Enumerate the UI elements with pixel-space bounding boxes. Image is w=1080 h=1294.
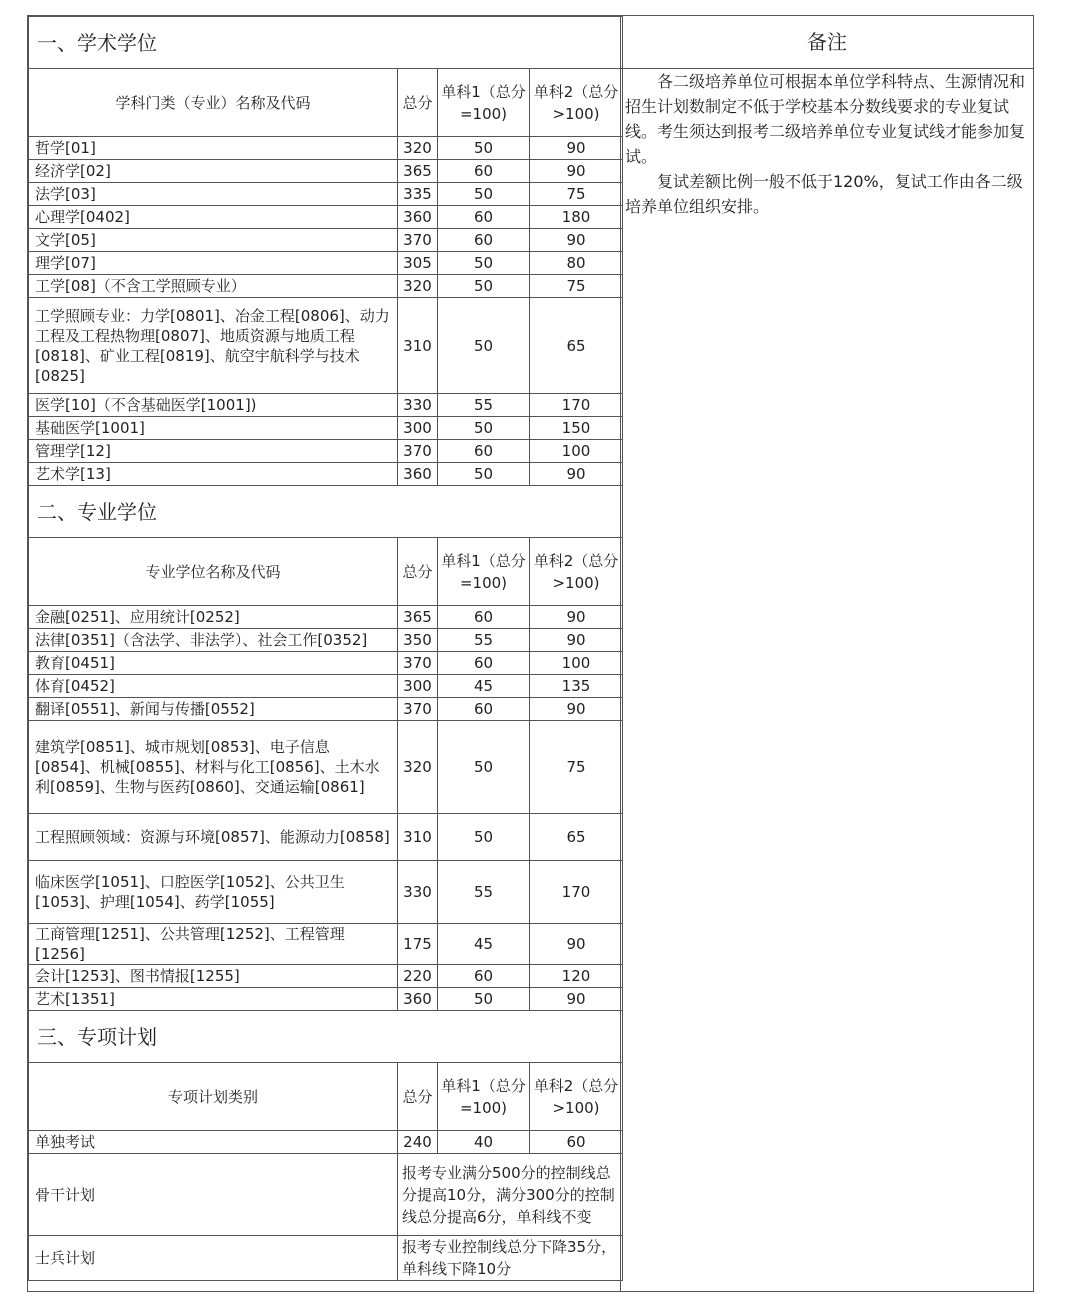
subject1-score: 50: [438, 814, 530, 861]
table-row: [29, 1154, 623, 1236]
table-row: [29, 861, 623, 924]
subject1-score: 55: [438, 394, 530, 417]
table-row: [29, 675, 623, 698]
table-row: [29, 924, 623, 965]
table-row: [29, 275, 623, 298]
subject2-score: 150: [530, 417, 623, 440]
subject1-score: 60: [438, 440, 530, 463]
total-score: 330: [398, 861, 438, 924]
program-name: 教育[0451]: [29, 652, 398, 675]
table-row: [29, 721, 623, 814]
program-name: 工程照顾领域：资源与环境[0857]、能源动力[0858]: [29, 814, 398, 861]
table-row: [29, 1236, 623, 1281]
academic-subject1-header: 单科1（总分=100): [438, 69, 530, 137]
total-score: 365: [398, 606, 438, 629]
subject1-score: 60: [438, 606, 530, 629]
program-name: 艺术[1351]: [29, 988, 398, 1011]
subject1-score: 55: [438, 861, 530, 924]
subject2-score: 90: [530, 629, 623, 652]
special-subject2-header: 单科2（总分>100): [530, 1063, 623, 1131]
academic-section-title: 一、学术学位: [29, 17, 623, 69]
subject1-score: 50: [438, 252, 530, 275]
notes-column: [620, 16, 1033, 1291]
total-score: 320: [398, 721, 438, 814]
subject2-score: 65: [530, 298, 623, 394]
program-name: 工商管理[1251]、公共管理[1252]、工程管理[1256]: [29, 924, 398, 965]
subject2-score: 100: [530, 440, 623, 463]
subject2-score: 180: [530, 206, 623, 229]
program-name: 工学[08]（不含工学照顾专业）: [29, 275, 398, 298]
program-name: 理学[07]: [29, 252, 398, 275]
subject2-score: 75: [530, 275, 623, 298]
program-name: 艺术学[13]: [29, 463, 398, 486]
table-row: [29, 1131, 623, 1154]
subject2-score: 90: [530, 988, 623, 1011]
subject2-score: 90: [530, 160, 623, 183]
table-row: [29, 652, 623, 675]
program-name: 骨干计划: [29, 1154, 398, 1236]
subject2-score: 170: [530, 394, 623, 417]
subject2-score: 90: [530, 924, 623, 965]
table-row: [29, 698, 623, 721]
program-name: 体育[0452]: [29, 675, 398, 698]
professional-section-title-row: [29, 486, 623, 538]
program-name: 基础医学[1001]: [29, 417, 398, 440]
table-row: [29, 988, 623, 1011]
total-score: 305: [398, 252, 438, 275]
special-name-header: 专项计划类别: [29, 1063, 398, 1131]
subject2-score: 65: [530, 814, 623, 861]
subject1-score: 55: [438, 629, 530, 652]
academic-section-title-row: [29, 17, 623, 69]
subject1-score: 40: [438, 1131, 530, 1154]
notes-title: 备注: [621, 16, 1033, 69]
subject2-score: 90: [530, 137, 623, 160]
subject1-score: 50: [438, 721, 530, 814]
special-subject1-header: 单科1（总分=100): [438, 1063, 530, 1131]
table-row: [29, 606, 623, 629]
special-section-title-row: [29, 1011, 623, 1063]
total-score: 320: [398, 275, 438, 298]
special-section-title: 三、专项计划: [29, 1011, 623, 1063]
table-row: [29, 183, 623, 206]
professional-subject1-header: 单科1（总分=100): [438, 538, 530, 606]
total-score: 310: [398, 814, 438, 861]
total-score: 240: [398, 1131, 438, 1154]
subject1-score: 50: [438, 298, 530, 394]
program-name: 医学[10]（不含基础医学[1001]): [29, 394, 398, 417]
notes-body: [621, 69, 1033, 219]
program-name: 士兵计划: [29, 1236, 398, 1281]
table-row: [29, 137, 623, 160]
score-sheet: [27, 15, 1034, 1292]
program-name: 经济学[02]: [29, 160, 398, 183]
table-row: [29, 394, 623, 417]
professional-name-header: 专业学位名称及代码: [29, 538, 398, 606]
notes-paragraph-2: 复试差额比例一般不低于120%，复试工作由各二级培养单位组织安排。: [625, 172, 1023, 216]
subject1-score: 50: [438, 183, 530, 206]
table-row: [29, 965, 623, 988]
total-score: 300: [398, 675, 438, 698]
table-row: [29, 440, 623, 463]
program-name: 会计[1253]、图书情报[1255]: [29, 965, 398, 988]
score-rule-note: 报考专业控制线总分下降35分，单科线下降10分: [398, 1236, 623, 1281]
subject2-score: 90: [530, 229, 623, 252]
professional-section-title: 二、专业学位: [29, 486, 623, 538]
table-row: [29, 463, 623, 486]
subject1-score: 50: [438, 988, 530, 1011]
table-row: [29, 206, 623, 229]
subject1-score: 60: [438, 160, 530, 183]
subject2-score: 120: [530, 965, 623, 988]
subject2-score: 170: [530, 861, 623, 924]
program-name: 哲学[01]: [29, 137, 398, 160]
special-header-row: [29, 1063, 623, 1131]
subject2-score: 75: [530, 721, 623, 814]
total-score: 175: [398, 924, 438, 965]
total-score: 365: [398, 160, 438, 183]
score-tables: [28, 16, 622, 1291]
total-score: 330: [398, 394, 438, 417]
subject2-score: 60: [530, 1131, 623, 1154]
subject1-score: 50: [438, 275, 530, 298]
program-name: 工学照顾专业：力学[0801]、冶金工程[0806]、动力工程及工程热物理[0807]、地质资源与地质工程[0818]、矿业工程[0819]、航空宇航科学与技术[0825]: [29, 298, 398, 394]
total-score: 370: [398, 652, 438, 675]
program-name: 文学[05]: [29, 229, 398, 252]
academic-header-row: [29, 69, 623, 137]
program-name: 法学[03]: [29, 183, 398, 206]
subject1-score: 45: [438, 675, 530, 698]
total-score: 370: [398, 229, 438, 252]
table-row: [29, 229, 623, 252]
total-score: 360: [398, 206, 438, 229]
program-name: 心理学[0402]: [29, 206, 398, 229]
program-name: 法律[0351]（含法学、非法学）、社会工作[0352]: [29, 629, 398, 652]
table-row: [29, 298, 623, 394]
subject1-score: 60: [438, 206, 530, 229]
subject1-score: 60: [438, 652, 530, 675]
subject1-score: 50: [438, 137, 530, 160]
subject2-score: 75: [530, 183, 623, 206]
program-name: 临床医学[1051]、口腔医学[1052]、公共卫生[1053]、护理[1054]、药学[1055]: [29, 861, 398, 924]
score-rule-note: 报考专业满分500分的控制线总分提高10分，满分300分的控制线总分提高6分，单科线不变: [398, 1154, 623, 1236]
subject1-score: 60: [438, 965, 530, 988]
program-name: 管理学[12]: [29, 440, 398, 463]
academic-subject2-header: 单科2（总分>100): [530, 69, 623, 137]
subject2-score: 90: [530, 698, 623, 721]
professional-subject2-header: 单科2（总分>100): [530, 538, 623, 606]
subject1-score: 60: [438, 698, 530, 721]
total-score: 335: [398, 183, 438, 206]
table-row: [29, 417, 623, 440]
special-total-header: 总分: [398, 1063, 438, 1131]
program-name: 翻译[0551]、新闻与传播[0552]: [29, 698, 398, 721]
subject2-score: 80: [530, 252, 623, 275]
total-score: 310: [398, 298, 438, 394]
subject2-score: 90: [530, 463, 623, 486]
score-table: [28, 16, 623, 1281]
notes-paragraph-1: 各二级培养单位可根据本单位学科特点、生源情况和招生计划数制定不低于学校基本分数线要求的专业复试线。考生须达到报考二级培养单位专业复试线才能参加复试。: [625, 72, 1026, 166]
subject2-score: 135: [530, 675, 623, 698]
subject2-score: 100: [530, 652, 623, 675]
program-name: 单独考试: [29, 1131, 398, 1154]
total-score: 370: [398, 440, 438, 463]
table-row: [29, 252, 623, 275]
total-score: 300: [398, 417, 438, 440]
subject1-score: 50: [438, 417, 530, 440]
subject1-score: 60: [438, 229, 530, 252]
table-row: [29, 629, 623, 652]
total-score: 320: [398, 137, 438, 160]
total-score: 370: [398, 698, 438, 721]
subject2-score: 90: [530, 606, 623, 629]
table-row: [29, 814, 623, 861]
total-score: 350: [398, 629, 438, 652]
table-row: [29, 160, 623, 183]
total-score: 220: [398, 965, 438, 988]
total-score: 360: [398, 988, 438, 1011]
academic-name-header: 学科门类（专业）名称及代码: [29, 69, 398, 137]
program-name: 建筑学[0851]、城市规划[0853]、电子信息[0854]、机械[0855]、材料与化工[0856]、土木水利[0859]、生物与医药[0860]、交通运输[0861]: [29, 721, 398, 814]
program-name: 金融[0251]、应用统计[0252]: [29, 606, 398, 629]
total-score: 360: [398, 463, 438, 486]
subject1-score: 45: [438, 924, 530, 965]
professional-header-row: [29, 538, 623, 606]
academic-total-header: 总分: [398, 69, 438, 137]
professional-total-header: 总分: [398, 538, 438, 606]
subject1-score: 50: [438, 463, 530, 486]
